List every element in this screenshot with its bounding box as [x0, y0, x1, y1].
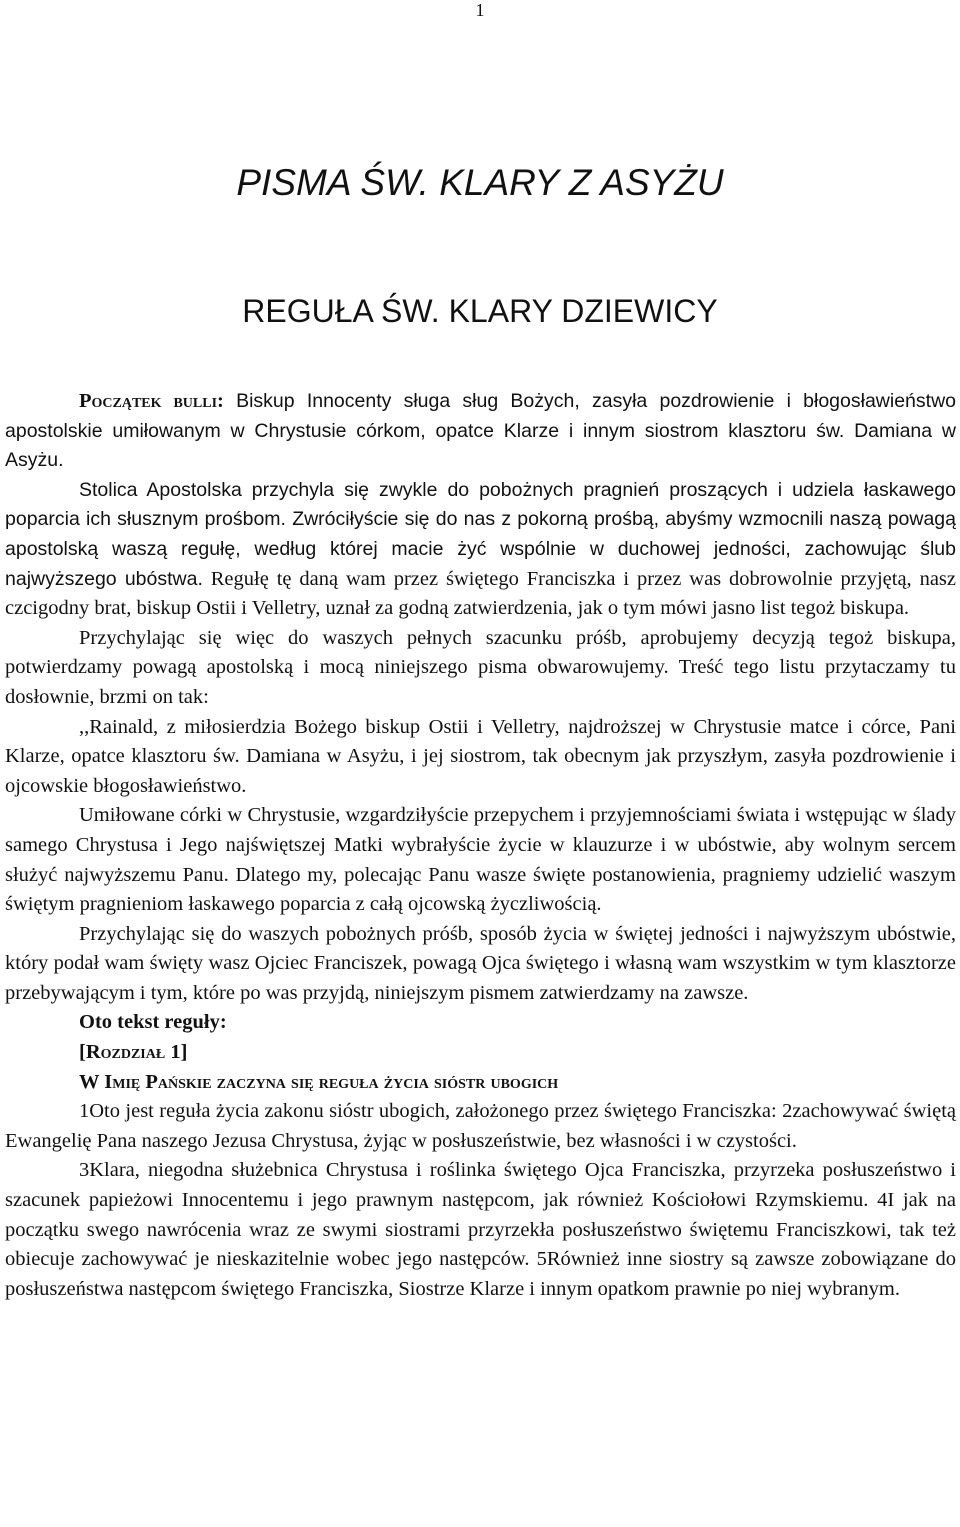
bull-paragraph-3: Przychylając się więc do waszych pełnych szacunku próśb, aprobujemy decyzją tegoż biskupa, potwierdzamy powagą apostolską i mocą niniejszego pisma obwarowujemy. Treść tego listu przytaczamy tu dosłownie, brzmi on tak: — [5, 626, 956, 708]
bull-label: Początek bulli: — [79, 390, 224, 412]
bull-intro-paragraph — [5, 387, 956, 476]
bull-paragraph-2 — [5, 476, 956, 624]
rule-text-heading: Oto tekst reguły: — [79, 1011, 227, 1034]
chapter-paragraph-2: 3Klara, niegodna służebnica Chrystusa i roślinka świętego Ojca Franciszka, przyrzeka posłuszeństwo i szacunek papieżowi Innocentemu i jego prawnym następcom, jak również Kościołowi Rzymskiemu. 4I jak na początku swego nawrócenia wraz ze swymi siostrami przyrzekła posłuszeństwo świętemu Franciszkowi, tak też obiecuje zachowywać je nieskazitelnie wobec jego następców. 5Również inne siostry są zawsze zobowiązane do posłuszeństwa następcom świętego Franciszka, Siostrze Klarze i innym opatkom prawnie po niej wybranym. — [5, 1159, 956, 1300]
bull-intro-text: Biskup Innocenty sługa sług Bożych, zasyła pozdrowienie i błogosławieństwo apostolskie umiłowanym w Chrystusie córkom, opatce Klarze i innym siostrom klasztoru św. Damiana w Asyżu. — [5, 390, 956, 472]
page-number: 1 — [475, 0, 485, 20]
bull-paragraph-6: Przychylając się do waszych pobożnych próśb, sposób życia w świętej jedności i najwyższym ubóstwie, który podał wam święty wasz Ojciec Franciszek, powagą Ojca świętego i własną wam wszystkim w tym klasztorze przebywającym i tym, które po was przyjdą, niniejszym pismem zatwierdzamy na zawsze. — [5, 922, 956, 1004]
chapter-paragraph-1: 1Oto jest reguła życia zakonu sióstr ubogich, założonego przez świętego Franciszka: 2zachowywać świętą Ewangelię Pana naszego Jezusa Chrystusa, żyjąc w posłuszeństwie, bez własności i w czystości. — [5, 1100, 956, 1152]
chapter-label: [Rozdział 1] — [79, 1041, 188, 1064]
bull-paragraph-4: ,,Rainald, z miłosierdzia Bożego biskup Ostii i Velletry, najdroższej w Chrystusie matce i córce, Pani Klarze, opatce klasztoru św. Damiana w Asyżu, i jej siostrom, tak obecnym jak przyszłym, zasyła pozdrowienie i ojcowskie błogosławieństwo. — [5, 715, 956, 797]
bull-paragraph-5: Umiłowane córki w Chrystusie, wzgardziłyście przepychem i przyjemnościami świata i wstępując w ślady samego Chrystusa i Jego najświętszej Matki wybrałyście życie w klauzurze i w ubóstwie, aby wolnym sercem służyć najwyższemu Panu. Dlatego my, polecając Panu wasze święte postanowienia, pragniemy udzielić waszym świętym pragnieniom łaskawego poparcia z całą ojcowską życzliwością. — [5, 804, 956, 916]
bull-paragraph-2-serif: Regułę tę daną wam przez świętego Franciszka i przez was dobrowolnie przyjętą, nasz czcigodny brat, biskup Ostii i Velletry, uznał za godną zatwierdzenia, jak o tym mówi jasno list tegoż biskupa. — [5, 567, 956, 620]
bull-paragraph-2-sans: Stolica Apostolska przychyla się zwykle do pobożnych pragnień proszących i udziela łaskawego poparcia ich słusznym prośbom. Zwróciłyście się do nas z pokorną prośbą, abyśmy wzmocnili naszą powagą apostolską waszą regułę, według której macie żyć wspólnie w duchowej jedności, zachowując ślub najwyższego ubóstwa. — [5, 478, 956, 590]
document-title: PISMA ŚW. KLARY Z ASYŻU — [236, 162, 724, 203]
chapter-title: W Imię Pańskie zaczyna się reguła życia sióstr ubogich — [79, 1070, 559, 1093]
document-body — [5, 387, 956, 1304]
document-subtitle: REGUŁA ŚW. KLARY DZIEWICY — [242, 293, 718, 329]
